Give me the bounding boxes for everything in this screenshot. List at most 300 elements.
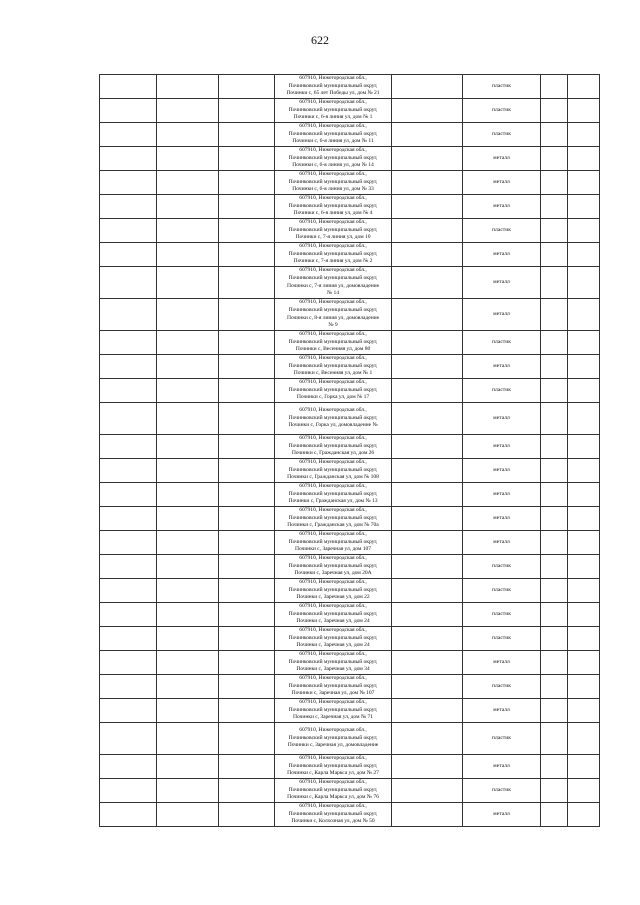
empty-cell	[219, 651, 275, 675]
empty-cell	[157, 243, 219, 267]
material-cell: металл	[463, 699, 541, 723]
address-line: 607910, Нижегородская обл.,	[299, 75, 367, 82]
empty-cell	[541, 435, 568, 459]
address-line: Починки с, 6-я линия ул, дом № 1	[293, 114, 373, 121]
address-line: Починки с, 6-я линия ул, дом № 14	[292, 162, 374, 169]
material-cell: пластик	[463, 379, 541, 403]
address-cell	[275, 555, 392, 579]
address-line: 607910, Нижегородская обл.,	[299, 435, 367, 442]
empty-cell	[100, 507, 157, 531]
empty-cell	[568, 755, 600, 779]
address-line: 607910, Нижегородская обл.,	[299, 355, 367, 362]
table-row	[100, 603, 600, 627]
address-line: Починковский муниципальный округ,	[288, 154, 378, 161]
empty-cell	[157, 355, 219, 379]
material-cell: пластик	[463, 219, 541, 243]
address-line: Починки с, Заречная ул, домовладение	[287, 742, 379, 749]
empty-cell	[392, 723, 463, 755]
address-cell	[275, 507, 392, 531]
empty-cell	[219, 403, 275, 435]
empty-cell	[219, 147, 275, 171]
address-line: Починковский муниципальный округ,	[288, 658, 378, 665]
empty-cell	[100, 723, 157, 755]
address-line: Починковский муниципальный округ,	[288, 538, 378, 545]
empty-cell	[100, 651, 157, 675]
table-row	[100, 651, 600, 675]
table-row	[100, 195, 600, 219]
empty-cell	[100, 267, 157, 299]
address-line: Починковский муниципальный округ,	[288, 762, 378, 769]
address-cell	[275, 195, 392, 219]
address-cell	[275, 699, 392, 723]
empty-cell	[541, 299, 568, 331]
table-row	[100, 331, 600, 355]
empty-cell	[219, 531, 275, 555]
table-row	[100, 171, 600, 195]
empty-cell	[219, 99, 275, 123]
address-line: 607910, Нижегородская обл.,	[299, 243, 367, 250]
address-line: Починки с, Гражданская ул, дом № 108	[287, 474, 379, 481]
empty-cell	[541, 267, 568, 299]
material-cell: металл	[463, 147, 541, 171]
empty-cell	[100, 435, 157, 459]
empty-cell	[219, 755, 275, 779]
empty-cell	[392, 123, 463, 147]
empty-cell	[100, 299, 157, 331]
address-line: 607910, Нижегородская обл.,	[299, 603, 367, 610]
empty-cell	[100, 483, 157, 507]
empty-cell	[541, 651, 568, 675]
empty-cell	[568, 723, 600, 755]
empty-cell	[568, 779, 600, 803]
material-cell: пластик	[463, 331, 541, 355]
empty-cell	[568, 243, 600, 267]
table-row	[100, 755, 600, 779]
address-line: Починковский муниципальный округ,	[288, 734, 378, 741]
empty-cell	[568, 147, 600, 171]
address-cell	[275, 267, 392, 299]
address-line: Починковский муниципальный округ,	[288, 130, 378, 137]
empty-cell	[157, 483, 219, 507]
empty-cell	[219, 243, 275, 267]
empty-cell	[541, 147, 568, 171]
address-line: 607910, Нижегородская обл.,	[299, 779, 367, 786]
empty-cell	[157, 627, 219, 651]
empty-cell	[100, 579, 157, 603]
material-cell: металл	[463, 483, 541, 507]
empty-cell	[100, 75, 157, 99]
empty-cell	[100, 627, 157, 651]
address-cell	[275, 603, 392, 627]
empty-cell	[392, 75, 463, 99]
empty-cell	[157, 507, 219, 531]
empty-cell	[219, 627, 275, 651]
address-line: Починковский муниципальный округ,	[288, 226, 378, 233]
address-line: Починки с, Заречная ул, дом 107	[294, 546, 372, 553]
address-line: 607910, Нижегородская обл.,	[299, 627, 367, 634]
empty-cell	[157, 459, 219, 483]
address-cell	[275, 355, 392, 379]
empty-cell	[392, 331, 463, 355]
empty-cell	[100, 699, 157, 723]
address-cell	[275, 803, 392, 827]
address-line: Починки с, Горка ул, домовладение №	[288, 422, 378, 429]
empty-cell	[541, 627, 568, 651]
empty-cell	[157, 755, 219, 779]
empty-cell	[157, 267, 219, 299]
empty-cell	[541, 723, 568, 755]
address-line: Починковский муниципальный округ,	[288, 202, 378, 209]
address-line: Починковский муниципальный округ,	[288, 414, 378, 421]
material-cell: пластик	[463, 579, 541, 603]
address-line: Починковский муниципальный округ,	[288, 682, 378, 689]
empty-cell	[541, 507, 568, 531]
empty-cell	[541, 555, 568, 579]
address-line: 607910, Нижегородская обл.,	[299, 267, 367, 274]
address-line: 607910, Нижегородская обл.,	[299, 407, 367, 414]
table-row	[100, 459, 600, 483]
empty-cell	[541, 243, 568, 267]
address-line: Починковский муниципальный округ,	[288, 386, 378, 393]
address-line: № 14	[326, 290, 340, 297]
empty-cell	[219, 579, 275, 603]
empty-cell	[392, 699, 463, 723]
empty-cell	[100, 403, 157, 435]
address-line: Починки с, Заречная ул, дом 24	[296, 618, 370, 625]
empty-cell	[219, 75, 275, 99]
address-line: 607910, Нижегородская обл.,	[299, 299, 367, 306]
address-line: Починковский муниципальный округ,	[288, 786, 378, 793]
address-line: Починки с, 6-я линия ул, дом № 33	[292, 186, 374, 193]
empty-cell	[568, 459, 600, 483]
table-row	[100, 123, 600, 147]
empty-cell	[541, 99, 568, 123]
empty-cell	[392, 507, 463, 531]
empty-cell	[157, 435, 219, 459]
address-cell	[275, 459, 392, 483]
address-cell	[275, 379, 392, 403]
empty-cell	[568, 675, 600, 699]
empty-cell	[219, 435, 275, 459]
empty-cell	[219, 803, 275, 827]
empty-cell	[100, 243, 157, 267]
address-line: Починки с, Заречная ул, дом 20А	[294, 570, 372, 577]
address-cell	[275, 651, 392, 675]
empty-cell	[219, 507, 275, 531]
empty-cell	[568, 803, 600, 827]
empty-cell	[392, 779, 463, 803]
table-row	[100, 627, 600, 651]
address-line: Починковский муниципальный округ,	[288, 442, 378, 449]
address-line: 607910, Нижегородская обл.,	[299, 803, 367, 810]
address-cell	[275, 403, 392, 435]
address-line: 607910, Нижегородская обл.,	[299, 147, 367, 154]
material-cell: пластик	[463, 723, 541, 755]
empty-cell	[219, 459, 275, 483]
page-number: 622	[311, 33, 329, 47]
address-line: Починковский муниципальный округ,	[288, 82, 378, 89]
empty-cell	[392, 803, 463, 827]
empty-cell	[219, 675, 275, 699]
empty-cell	[392, 555, 463, 579]
empty-cell	[157, 99, 219, 123]
table-row	[100, 243, 600, 267]
address-line: Починки с, 6-я линия ул, дом № 4	[293, 210, 373, 217]
address-line: 607910, Нижегородская обл.,	[299, 675, 367, 682]
empty-cell	[219, 483, 275, 507]
address-line: Починковский муниципальный округ,	[288, 106, 378, 113]
empty-cell	[541, 579, 568, 603]
address-line: 607910, Нижегородская обл.,	[299, 219, 367, 226]
empty-cell	[157, 195, 219, 219]
empty-cell	[541, 331, 568, 355]
table-row	[100, 699, 600, 723]
registry-table	[99, 74, 600, 827]
empty-cell	[568, 219, 600, 243]
empty-cell	[100, 99, 157, 123]
empty-cell	[392, 99, 463, 123]
material-cell: металл	[463, 171, 541, 195]
address-cell	[275, 147, 392, 171]
empty-cell	[568, 435, 600, 459]
empty-cell	[541, 195, 568, 219]
empty-cell	[157, 171, 219, 195]
empty-cell	[157, 579, 219, 603]
empty-cell	[100, 219, 157, 243]
address-line: 607910, Нижегородская обл.,	[299, 379, 367, 386]
empty-cell	[392, 531, 463, 555]
material-cell: металл	[463, 803, 541, 827]
empty-cell	[568, 403, 600, 435]
material-cell: пластик	[463, 627, 541, 651]
empty-cell	[568, 75, 600, 99]
address-line: Починковский муниципальный округ,	[288, 178, 378, 185]
table-row	[100, 75, 600, 99]
empty-cell	[568, 99, 600, 123]
empty-cell	[392, 243, 463, 267]
address-cell	[275, 627, 392, 651]
address-line: 607910, Нижегородская обл.,	[299, 699, 367, 706]
address-line: Починки с, 65 лет Победы ул, дом № 21	[286, 90, 380, 97]
empty-cell	[100, 459, 157, 483]
address-line: Починковский муниципальный округ,	[288, 634, 378, 641]
material-cell: металл	[463, 267, 541, 299]
material-cell: металл	[463, 531, 541, 555]
address-cell	[275, 579, 392, 603]
empty-cell	[157, 123, 219, 147]
address-line: 607910, Нижегородская обл.,	[299, 171, 367, 178]
empty-cell	[568, 483, 600, 507]
empty-cell	[219, 355, 275, 379]
material-cell: металл	[463, 435, 541, 459]
address-line: Починки с, Заречная ул, дом 24	[296, 642, 370, 649]
empty-cell	[100, 675, 157, 699]
empty-cell	[100, 171, 157, 195]
empty-cell	[100, 355, 157, 379]
address-line: Починки с, Заречная ул, дом № 107	[291, 690, 375, 697]
address-line: 607910, Нижегородская обл.,	[299, 727, 367, 734]
address-cell	[275, 755, 392, 779]
address-cell	[275, 675, 392, 699]
empty-cell	[541, 803, 568, 827]
empty-cell	[392, 579, 463, 603]
material-cell: пластик	[463, 99, 541, 123]
empty-cell	[392, 355, 463, 379]
address-line: Починки с, Заречная ул, дом 34	[296, 666, 370, 673]
empty-cell	[541, 675, 568, 699]
empty-cell	[219, 603, 275, 627]
address-line: Починки с, Колхозная ул, дом № 50	[291, 818, 375, 825]
address-line: Починковский муниципальный округ,	[288, 514, 378, 521]
empty-cell	[541, 699, 568, 723]
empty-cell	[541, 603, 568, 627]
empty-cell	[541, 483, 568, 507]
table-row	[100, 675, 600, 699]
address-cell	[275, 99, 392, 123]
empty-cell	[541, 531, 568, 555]
empty-cell	[157, 147, 219, 171]
empty-cell	[568, 299, 600, 331]
empty-cell	[100, 779, 157, 803]
registry-table-body	[100, 75, 600, 827]
address-line: 607910, Нижегородская обл.,	[299, 651, 367, 658]
address-line: Починки с, Горка ул, дом № 17	[296, 394, 370, 401]
address-line: 607910, Нижегородская обл.,	[299, 531, 367, 538]
empty-cell	[392, 651, 463, 675]
address-line: Починки с, 8-я линия ул, домовладение	[286, 314, 380, 321]
address-line: 607910, Нижегородская обл.,	[299, 331, 367, 338]
empty-cell	[568, 507, 600, 531]
empty-cell	[392, 147, 463, 171]
address-cell	[275, 171, 392, 195]
address-cell	[275, 435, 392, 459]
empty-cell	[100, 603, 157, 627]
empty-cell	[568, 171, 600, 195]
empty-cell	[568, 267, 600, 299]
empty-cell	[568, 651, 600, 675]
empty-cell	[157, 803, 219, 827]
address-line: Починки с, Гражданская ул, дом 26	[291, 450, 375, 457]
empty-cell	[568, 531, 600, 555]
address-line: 607910, Нижегородская обл.,	[299, 483, 367, 490]
table-row	[100, 219, 600, 243]
address-line: Починковский муниципальный округ,	[288, 274, 378, 281]
empty-cell	[219, 195, 275, 219]
address-line: 607910, Нижегородская обл.,	[299, 755, 367, 762]
empty-cell	[219, 123, 275, 147]
empty-cell	[157, 675, 219, 699]
address-line: Починки с, Гражданская ул, дом № 70а	[287, 522, 379, 529]
address-cell	[275, 243, 392, 267]
table-row	[100, 483, 600, 507]
address-line: Починки с, Карла Маркса ул, дом № 76	[287, 794, 379, 801]
material-cell: металл	[463, 195, 541, 219]
address-line: Починки с, Заречная ул, дом 22	[296, 594, 370, 601]
table-row	[100, 435, 600, 459]
empty-cell	[392, 459, 463, 483]
address-cell	[275, 75, 392, 99]
empty-cell	[392, 483, 463, 507]
empty-cell	[100, 755, 157, 779]
table-row	[100, 267, 600, 299]
address-cell	[275, 483, 392, 507]
empty-cell	[157, 603, 219, 627]
table-row	[100, 99, 600, 123]
material-cell: металл	[463, 459, 541, 483]
address-line: Починковский муниципальный округ,	[288, 250, 378, 257]
empty-cell	[157, 699, 219, 723]
material-cell: металл	[463, 507, 541, 531]
address-line: Починковский муниципальный округ,	[288, 306, 378, 313]
empty-cell	[157, 531, 219, 555]
empty-cell	[392, 267, 463, 299]
empty-cell	[157, 555, 219, 579]
empty-cell	[157, 403, 219, 435]
address-line: Починки с, 7-я линия ул, дом 10	[295, 234, 371, 241]
address-line: Починки с, 6-я линия ул, дом № 11	[292, 138, 374, 145]
empty-cell	[219, 555, 275, 579]
address-line: 607910, Нижегородская обл.,	[299, 459, 367, 466]
empty-cell	[568, 123, 600, 147]
material-cell: металл	[463, 355, 541, 379]
empty-cell	[392, 627, 463, 651]
empty-cell	[219, 331, 275, 355]
empty-cell	[541, 75, 568, 99]
empty-cell	[541, 779, 568, 803]
material-cell: металл	[463, 243, 541, 267]
address-cell	[275, 299, 392, 331]
empty-cell	[157, 723, 219, 755]
address-line: Починки с, 7-я линия ул, дом № 2	[293, 258, 373, 265]
table-row	[100, 779, 600, 803]
empty-cell	[568, 379, 600, 403]
empty-cell	[219, 219, 275, 243]
material-cell: пластик	[463, 603, 541, 627]
address-line: Починковский муниципальный округ,	[288, 362, 378, 369]
address-line: Починковский муниципальный округ,	[288, 586, 378, 593]
empty-cell	[541, 459, 568, 483]
empty-cell	[392, 435, 463, 459]
table-row	[100, 403, 600, 435]
table-row	[100, 299, 600, 331]
table-row	[100, 379, 600, 403]
empty-cell	[157, 299, 219, 331]
table-row	[100, 531, 600, 555]
empty-cell	[568, 603, 600, 627]
empty-cell	[157, 379, 219, 403]
empty-cell	[568, 579, 600, 603]
material-cell: пластик	[463, 123, 541, 147]
empty-cell	[541, 403, 568, 435]
empty-cell	[157, 651, 219, 675]
address-line: Починки с, Карла Маркса ул, дом № 27	[287, 770, 379, 777]
address-line: 607910, Нижегородская обл.,	[299, 555, 367, 562]
material-cell: металл	[463, 651, 541, 675]
address-cell	[275, 331, 392, 355]
address-line: Починковский муниципальный округ,	[288, 810, 378, 817]
address-line: 607910, Нижегородская обл.,	[299, 195, 367, 202]
empty-cell	[219, 723, 275, 755]
address-line: Починки с, 7-я линия ул, домовладение	[286, 282, 380, 289]
empty-cell	[100, 803, 157, 827]
empty-cell	[219, 379, 275, 403]
table-row	[100, 355, 600, 379]
empty-cell	[392, 603, 463, 627]
empty-cell	[541, 123, 568, 147]
empty-cell	[392, 195, 463, 219]
empty-cell	[568, 555, 600, 579]
empty-cell	[392, 379, 463, 403]
